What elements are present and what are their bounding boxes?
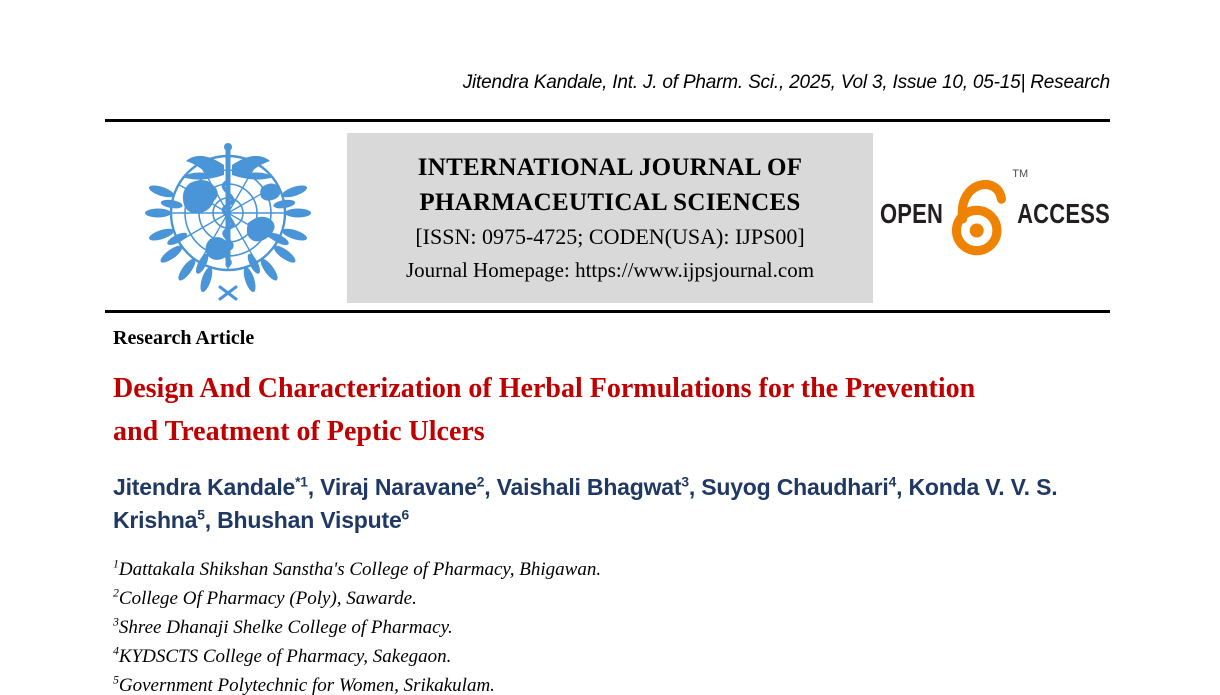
- affiliation-line: $^5$Government Polytechnic for Women, Srikakulam.: [113, 673, 495, 695]
- article-title-line2: and Treatment of Peptic Ulcers: [113, 416, 485, 447]
- affiliation-line: $^1$Dattakala Shikshan Sanstha's College of Pharmacy, Bhigawan.: [113, 557, 602, 580]
- divider-rule-top: [105, 119, 1110, 122]
- journal-homepage-link[interactable]: Journal Homepage: https://www.ijpsjournal.com: [405, 258, 815, 282]
- affiliation-line: $^2$College Of Pharmacy (Poly), Sawarde.: [113, 586, 417, 609]
- journal-masthead-box: [347, 133, 873, 303]
- who-caduceus-globe-icon: [128, 137, 328, 307]
- open-access-access-label: ACCESS: [1017, 197, 1110, 229]
- open-access-open-label: OPEN: [880, 197, 944, 229]
- journal-title-line1: INTERNATIONAL JOURNAL OF: [417, 154, 803, 181]
- open-access-lock-icon: [947, 168, 1029, 257]
- authors-line: Jitendra Kandale$^{*1}$, Viraj Naravane$^2$, Vaishali Bhagwat$^3$, Suyog Chaudhari$^4$, Konda V. V. S. Krishna$^5$, Bhushan Vispute$^6$: [113, 474, 1058, 533]
- divider-rule-bottom: [105, 310, 1110, 313]
- issn-coden-line: [ISSN: 0975-4725; CODEN(USA): IJPS00]: [415, 224, 805, 249]
- trademark-label: TM: [1012, 168, 1029, 180]
- affiliation-line: $^4$KYDSCTS College of Pharmacy, Sakegaon.: [113, 644, 452, 667]
- article-type-label: Research Article: [113, 327, 255, 349]
- open-padlock-icon: [947, 171, 1013, 257]
- who-caduceus-globe-logo: [128, 137, 328, 307]
- article-title-line1: Design And Characterization of Herbal Formulations for the Prevention: [113, 373, 976, 404]
- affiliation-line: $^3$Shree Dhanaji Shelke College of Pharmacy.: [113, 615, 453, 638]
- journal-title-line2: PHARMACEUTICAL SCIENCES: [419, 189, 801, 216]
- running-header: Jitendra Kandale, Int. J. of Pharm. Sci., 2025, Vol 3, Issue 10, 05-15| Research: [462, 72, 1110, 93]
- affiliations-list: [113, 555, 601, 695]
- article-title: [113, 367, 1118, 453]
- open-access-logo: [880, 162, 1110, 266]
